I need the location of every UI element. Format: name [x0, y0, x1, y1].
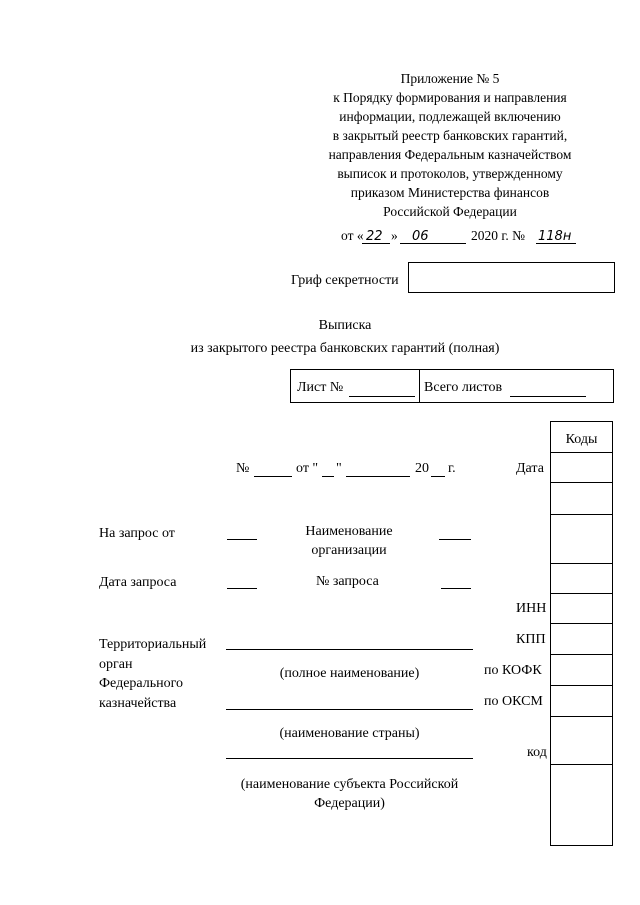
tofk-label: [99, 635, 206, 713]
extract-number-line: [0, 459, 540, 479]
appendix-header: [300, 69, 600, 221]
order-date-line: [0, 226, 640, 246]
org-name-line: организации: [311, 543, 387, 558]
request-from-field[interactable]: [227, 539, 257, 540]
tofk-line: орган: [99, 656, 133, 672]
date-prefix: от «: [341, 228, 364, 243]
header-line: Российской Федерации: [383, 204, 517, 219]
date-month: 06: [412, 229, 429, 244]
sheet-number-label: Лист №: [297, 380, 344, 395]
subject-hint-line: Федерации): [314, 796, 385, 811]
extract-day-field[interactable]: [322, 476, 334, 477]
title-sub: из закрытого реестра банковских гарантий (полная): [190, 341, 500, 356]
codes-header: Коды: [565, 432, 598, 447]
number-sign: №: [236, 461, 250, 476]
date-mid: »: [391, 228, 398, 243]
kpp-label: КПП: [516, 632, 546, 647]
code-cell-kod[interactable]: [551, 716, 612, 717]
request-number-field[interactable]: [441, 588, 471, 589]
full-name-hint: (полное наименование): [279, 666, 420, 681]
tofk-name-field[interactable]: [226, 649, 473, 650]
extract-year-field[interactable]: [431, 476, 445, 477]
header-line: приказом Министерства финансов: [350, 185, 550, 200]
date-close: ": [336, 461, 342, 476]
tofk-line: казначейства: [99, 695, 177, 711]
code-cell-kofk[interactable]: [551, 654, 612, 655]
appendix-number: Приложение № 5: [400, 71, 500, 86]
total-sheets-label: Всего листов: [424, 380, 503, 395]
extract-number-field[interactable]: [254, 476, 292, 477]
code-cell-kpp[interactable]: [551, 623, 612, 624]
request-from-label: На запрос от: [99, 526, 175, 541]
codes-table: [550, 421, 613, 846]
date-day: 22: [366, 229, 383, 244]
country-field[interactable]: [226, 709, 473, 710]
request-date-field[interactable]: [227, 588, 257, 589]
year-suffix: г.: [448, 461, 456, 476]
sheet-number-field[interactable]: [349, 396, 415, 397]
org-name-line: Наименование: [305, 524, 393, 539]
org-name-label: [290, 522, 408, 560]
date-year: 2020 г. №: [471, 228, 526, 243]
org-name-field[interactable]: [439, 539, 471, 540]
subject-field[interactable]: [226, 758, 473, 759]
document-title: [0, 316, 640, 358]
total-sheets-field[interactable]: [510, 396, 586, 397]
sheet-box: [290, 369, 614, 403]
order-number: 118н: [538, 229, 572, 244]
header-line: информации, подлежащей включению: [339, 109, 561, 124]
code-cell-oksm[interactable]: [551, 685, 612, 686]
code-cell[interactable]: [551, 764, 612, 765]
kofk-label: по КОФК: [484, 663, 542, 678]
tofk-line: Федерального: [99, 676, 184, 691]
subject-hint-line: (наименование субъекта Российской: [240, 777, 459, 792]
request-number-label: № запроса: [316, 574, 379, 589]
subject-hint: [226, 775, 473, 813]
secrecy-label: Гриф секретности: [291, 273, 399, 288]
header-line: направления Федеральным казначейством: [328, 147, 572, 162]
inn-label: ИНН: [516, 601, 547, 616]
code-cell[interactable]: [551, 514, 612, 515]
header-line: к Порядку формирования и направления: [333, 90, 567, 105]
title-main: Выписка: [318, 318, 372, 333]
code-cell-date[interactable]: [551, 452, 612, 453]
code-cell[interactable]: [551, 482, 612, 483]
country-hint: (наименование страны): [279, 726, 420, 741]
tofk-line: Территориальный: [99, 637, 207, 652]
header-line: в закрытый реестр банковских гарантий,: [332, 128, 568, 143]
year-prefix: 20: [415, 461, 429, 476]
date-code-label: Дата: [516, 461, 544, 476]
extract-month-field[interactable]: [346, 476, 410, 477]
code-cell-inn[interactable]: [551, 593, 612, 594]
request-date-label: Дата запроса: [99, 575, 177, 590]
header-line: выписок и протоколов, утвержденному: [337, 166, 563, 181]
code-cell[interactable]: [551, 563, 612, 564]
date-open: от ": [296, 461, 319, 476]
oksm-label: по ОКСМ: [484, 694, 543, 709]
code-label: код: [527, 745, 547, 760]
secrecy-field[interactable]: [408, 262, 615, 293]
